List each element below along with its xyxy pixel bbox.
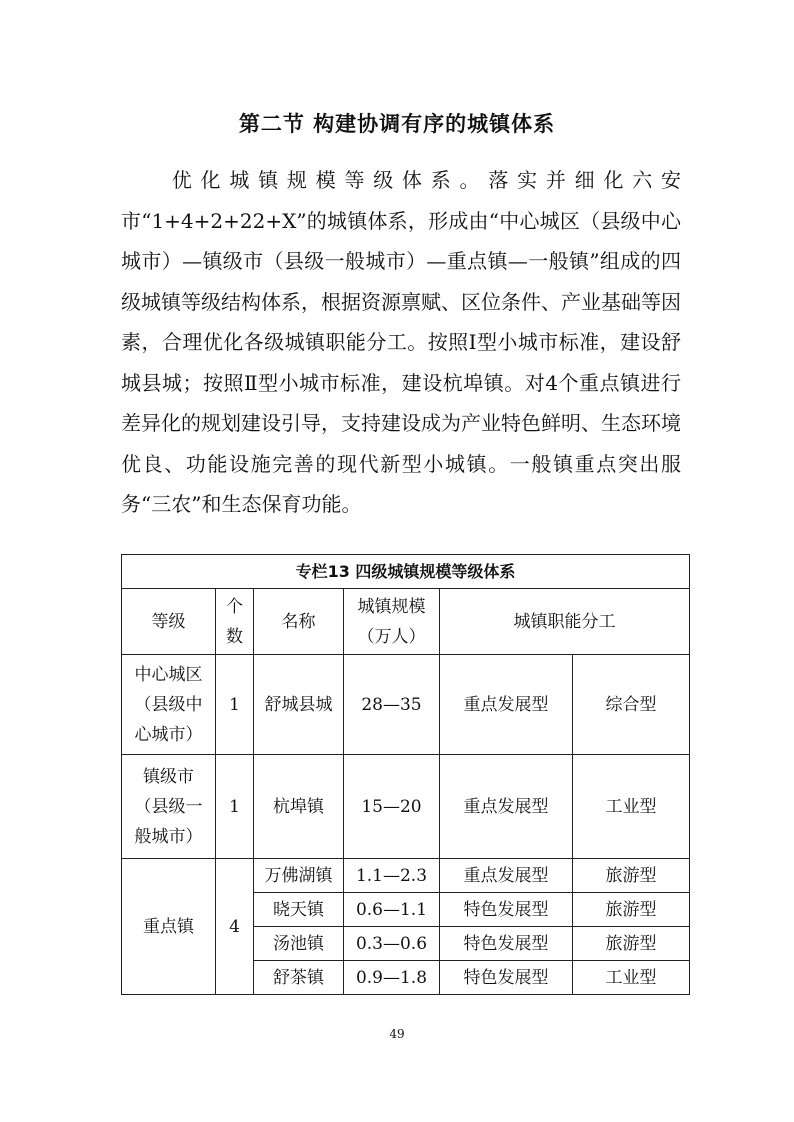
table-header-row — [122, 589, 690, 655]
header-count-line2: 数 — [226, 626, 243, 647]
type-cell: 工业型 — [573, 961, 690, 995]
header-function: 城镇职能分工 — [440, 589, 690, 655]
scale-cell: 0.9—1.8 — [344, 961, 440, 995]
name-cell: 晓天镇 — [254, 893, 344, 927]
level-line: （县级一 — [134, 796, 203, 817]
name-cell: 汤池镇 — [254, 927, 344, 961]
dev-cell: 重点发展型 — [440, 859, 573, 893]
level-line: 般城市） — [134, 826, 203, 847]
level-line: 镇级市 — [143, 766, 194, 787]
paragraph-text: 优化城镇规模等级体系。落实并细化六安市“1+4+2+22+X”的城镇体系，形成由“中心城区（县级中心城市）—镇级市（县级一般城市）—重点镇—一般镇”组成的四级城镇等级结构体系，根据资源禀赋、区位条件、产业基础等因素，合理优化各级城镇职能分工。按照Ⅰ型小城市标准，建设舒城县城；按照Ⅱ型小城市标准，建设杭埠镇。对4个重点镇进行差异化的规划建设引导，支持建设成为产业特色鲜明、生态环境优良、功能设施完善的现代新型小城镇。一般镇重点突出服务“三农”和生态保育功能。 — [121, 168, 681, 516]
body-paragraph — [121, 160, 681, 525]
level-cell — [122, 859, 216, 995]
type-cell: 旅游型 — [573, 859, 690, 893]
scale-cell: 0.6—1.1 — [344, 893, 440, 927]
table-row — [122, 655, 690, 755]
header-count — [216, 589, 254, 655]
section-title: 第二节 构建协调有序的城镇体系 — [238, 112, 556, 136]
count-cell: 4 — [216, 859, 254, 995]
table-caption: 专栏13 四级城镇规模等级体系 — [122, 555, 690, 589]
dev-cell: 重点发展型 — [440, 655, 573, 755]
dev-cell: 特色发展型 — [440, 927, 573, 961]
type-cell: 综合型 — [573, 655, 690, 755]
scale-cell: 0.3—0.6 — [344, 927, 440, 961]
type-cell: 旅游型 — [573, 927, 690, 961]
type-cell: 工业型 — [573, 755, 690, 859]
table-caption-row — [122, 555, 690, 589]
dev-cell: 特色发展型 — [440, 893, 573, 927]
header-name: 名称 — [254, 589, 344, 655]
header-scale-line2: （万人） — [357, 626, 426, 647]
dev-cell: 特色发展型 — [440, 961, 573, 995]
scale-cell: 1.1—2.3 — [344, 859, 440, 893]
scale-hierarchy-table — [121, 554, 690, 995]
name-cell: 万佛湖镇 — [254, 859, 344, 893]
level-cell — [122, 755, 216, 859]
table-row — [122, 859, 690, 893]
header-scale-line1: 城镇规模 — [357, 596, 426, 617]
count-cell: 1 — [216, 655, 254, 755]
dev-cell: 重点发展型 — [440, 755, 573, 859]
header-level: 等级 — [122, 589, 216, 655]
type-cell: 旅游型 — [573, 893, 690, 927]
name-cell: 杭埠镇 — [254, 755, 344, 859]
table-row — [122, 755, 690, 859]
level-line: 重点镇 — [143, 916, 194, 937]
name-cell: 舒茶镇 — [254, 961, 344, 995]
count-cell: 1 — [216, 755, 254, 859]
name-cell: 舒城县城 — [254, 655, 344, 755]
level-line: 心城市） — [134, 724, 203, 745]
level-line: 中心城区 — [134, 664, 203, 685]
scale-cell: 15—20 — [344, 755, 440, 859]
scale-cell: 28—35 — [344, 655, 440, 755]
level-cell — [122, 655, 216, 755]
header-scale — [344, 589, 440, 655]
level-line: （县级中 — [134, 694, 203, 715]
header-count-line1: 个 — [226, 596, 243, 617]
page-number: 49 — [389, 1027, 405, 1041]
